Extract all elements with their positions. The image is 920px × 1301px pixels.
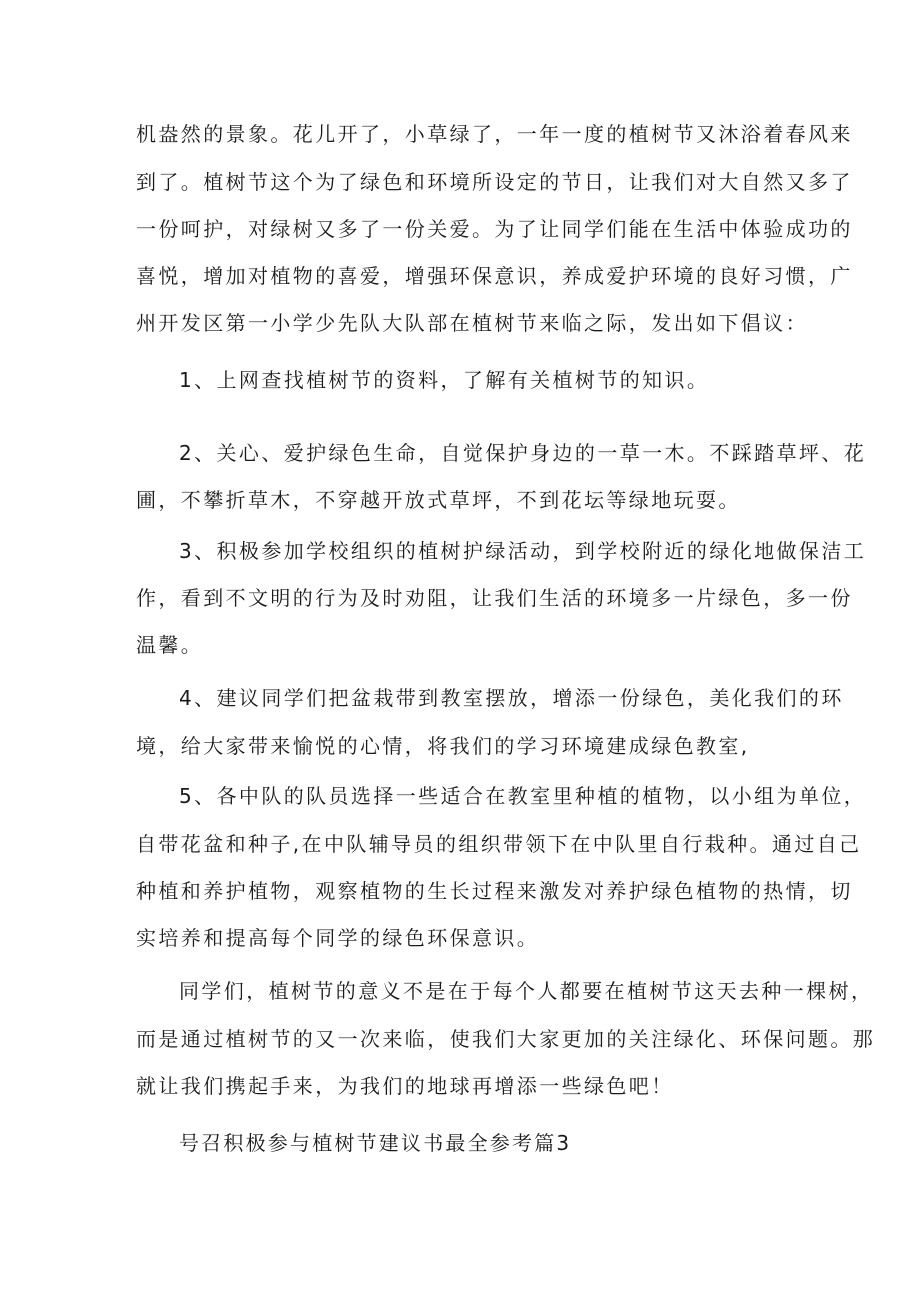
text-line: 圃，不攀折草木，不穿越开放式草坪，不到花坛等绿地玩耍。 bbox=[136, 488, 741, 512]
text-line: 5、各中队的队员选择一些适合在教室里种植的植物，以小组为单位， bbox=[179, 784, 867, 808]
text-line: 作，看到不文明的行为及时劝阻，让我们生活的环境多一片绿色，多一份 bbox=[136, 586, 853, 610]
text-line: 到了。植树节这个为了绿色和环境所设定的节日，让我们对大自然又多了 bbox=[136, 170, 853, 194]
text-line: 4、建议同学们把盆栽带到教室摆放，增添一份绿色，美化我们的环 bbox=[179, 686, 844, 710]
text-line: 而是通过植树节的又一次来临，使我们大家更加的关注绿化、环保问题。那 bbox=[136, 1027, 876, 1051]
text-line: 一份呵护，对绿树又多了一份关爱。为了让同学们能在生活中体验成功的 bbox=[136, 217, 853, 241]
text-line: 同学们，植树节的意义不是在于每个人都要在植树节这天去种一棵树， bbox=[179, 979, 874, 1003]
text-line: 州开发区第一小学少先队大队部在植树节来临之际，发出如下倡议： bbox=[136, 311, 808, 335]
section-heading: 号召积极参与植树节建议书最全参考篇3 bbox=[179, 1131, 572, 1155]
text-line: 自带花盆和种子,在中队辅导员的组织带领下在中队里自行栽种。通过自己 bbox=[136, 832, 862, 856]
text-line: 机盎然的景象。花儿开了，小草绿了，一年一度的植树节又沐浴着春风来 bbox=[136, 122, 853, 146]
text-line: 种植和养护植物，观察植物的生长过程来激发对养护绿色植物的热情，切 bbox=[136, 879, 853, 903]
text-line: 2、关心、爱护绿色生命，自觉保护身边的一草一木。不踩踏草坪、花 bbox=[179, 441, 867, 465]
text-line: 喜悦，增加对植物的喜爱，增强环保意识，养成爱护环境的良好习惯，广 bbox=[136, 264, 853, 288]
text-line: 温馨。 bbox=[136, 633, 204, 657]
text-line: 实培养和提高每个同学的绿色环保意识。 bbox=[136, 926, 540, 950]
text-line: 就让我们携起手来，为我们的地球再增添一些绿色吧！ bbox=[136, 1074, 674, 1098]
text-line: 境，给大家带来愉悦的心情，将我们的学习环境建成绿色教室, bbox=[136, 734, 750, 758]
text-line: 1、上网查找植树节的资料，了解有关植树节的知识。 bbox=[179, 368, 710, 392]
text-line: 3、积极参加学校组织的植树护绿活动，到学校附近的绿化地做保洁工 bbox=[179, 539, 867, 563]
